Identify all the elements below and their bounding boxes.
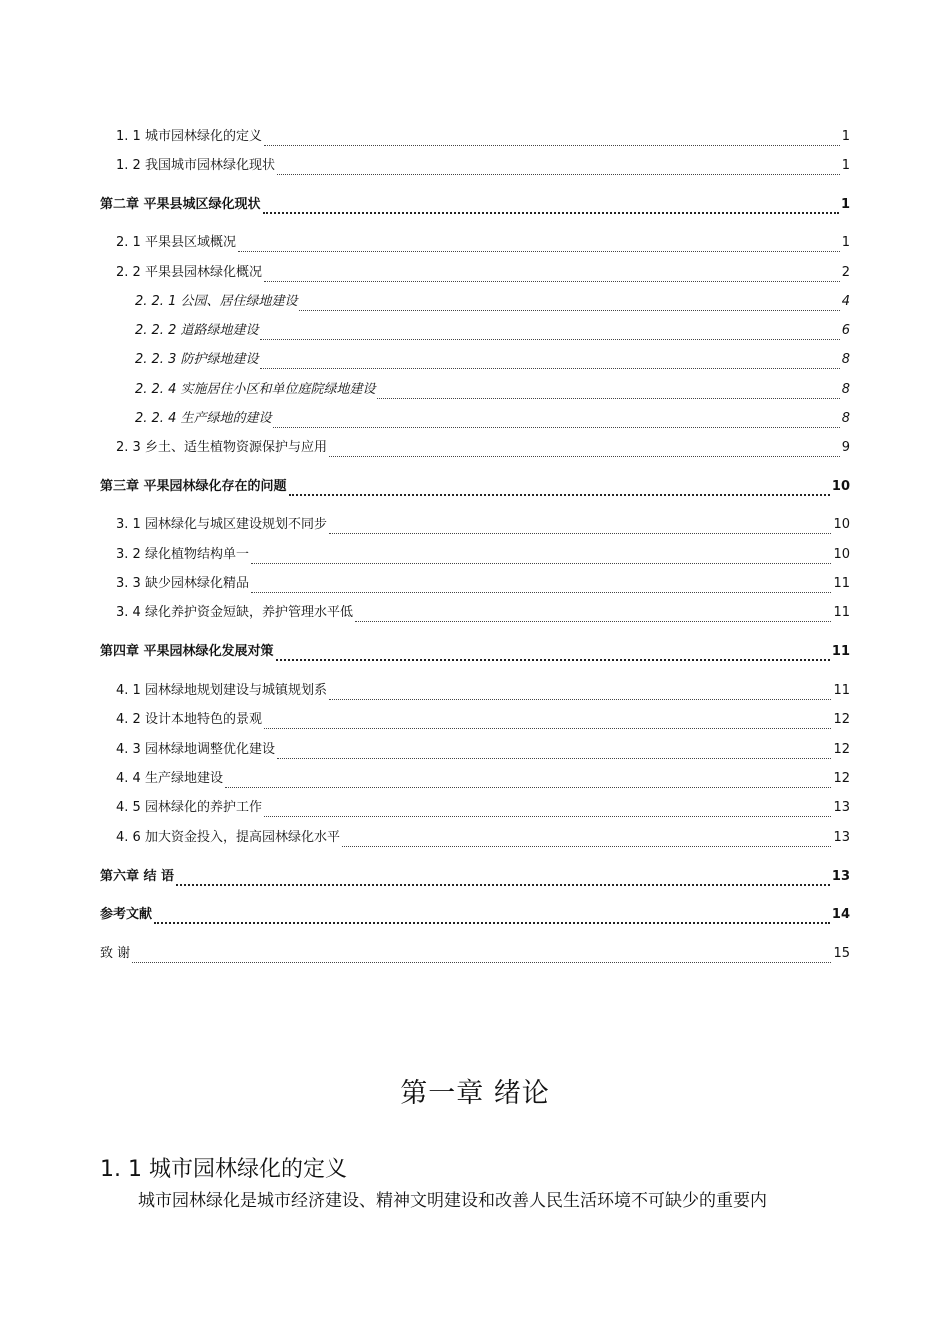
toc-page-number: 6 [841, 323, 850, 338]
toc-chapter-entry[interactable] [100, 643, 850, 661]
toc-page-number: 12 [833, 771, 850, 786]
toc-entry-title: 2. 2. 2 道路绿地建设 [135, 323, 259, 338]
toc-page-number: 12 [833, 742, 850, 757]
toc-entry-title: 参考文献 [100, 907, 153, 922]
toc-entry-title: 4. 4 生产绿地建设 [116, 771, 223, 786]
toc-dot-leader [277, 744, 832, 759]
toc-entry[interactable] [116, 546, 850, 564]
toc-dot-leader [260, 325, 839, 340]
toc-dot-leader [238, 237, 840, 252]
toc-page-number: 1 [841, 158, 850, 173]
toc-entry-title: 2. 2. 3 防护绿地建设 [135, 352, 259, 367]
toc-entry[interactable] [116, 799, 850, 817]
toc-page-number: 13 [831, 869, 850, 884]
toc-dot-leader [154, 908, 830, 924]
section-title: 1. 1 城市园林绿化的定义 [100, 1157, 347, 1182]
toc-dot-leader [225, 773, 832, 788]
toc-page-number: 1 [841, 235, 850, 250]
toc-chapter-entry[interactable] [100, 196, 850, 214]
toc-entry-title: 4. 1 园林绿地规划建设与城镇规划系 [116, 683, 327, 698]
chapter-title: 第一章 绪论 [400, 1078, 550, 1109]
toc-entry-title: 2. 2. 1 公园、居住绿地建设 [135, 294, 298, 309]
toc-dot-leader [342, 832, 832, 847]
toc-chapter-entry[interactable] [100, 868, 850, 886]
toc-entry-title: 4. 2 设计本地特色的景观 [116, 712, 262, 727]
toc-dot-leader [132, 948, 831, 963]
toc-entry-title: 第四章 平果园林绿化发展对策 [100, 644, 274, 659]
toc-entry-title: 1. 2 我国城市园林绿化现状 [116, 158, 275, 173]
toc-entry-title: 第六章 结 语 [100, 869, 175, 884]
toc-chapter-entry[interactable] [100, 906, 850, 924]
toc-chapter-entry[interactable] [100, 478, 850, 496]
toc-dot-leader [176, 870, 830, 886]
toc-dot-leader [289, 480, 830, 496]
toc-entry-title: 4. 6 加大资金投入，提高园林绿化水平 [116, 830, 340, 845]
toc-page-number: 1 [841, 129, 850, 144]
toc-entry[interactable] [116, 439, 850, 457]
toc-dot-leader [264, 131, 840, 146]
toc-dot-leader [329, 442, 840, 457]
toc-page-number: 11 [833, 576, 850, 591]
toc-dot-leader [260, 354, 839, 369]
toc-page-number: 8 [841, 352, 850, 367]
toc-entry[interactable] [116, 770, 850, 788]
toc-entry-title: 4. 5 园林绿化的养护工作 [116, 800, 262, 815]
toc-page-number: 14 [831, 907, 850, 922]
toc-entry[interactable] [116, 682, 850, 700]
toc-entry[interactable] [135, 322, 850, 340]
toc-entry[interactable] [116, 264, 850, 282]
toc-page-number: 12 [833, 712, 850, 727]
toc-entry-title: 1. 1 城市园林绿化的定义 [116, 129, 262, 144]
toc-page-number: 13 [833, 800, 850, 815]
toc-page-number: 11 [833, 605, 850, 620]
toc-entry[interactable] [116, 575, 850, 593]
toc-entry[interactable] [135, 381, 850, 399]
toc-entry[interactable] [116, 741, 850, 759]
toc-entry[interactable] [135, 293, 850, 311]
toc-dot-leader [329, 519, 832, 534]
toc-dot-leader [264, 714, 832, 729]
toc-entry-title: 3. 1 园林绿化与城区建设规划不同步 [116, 517, 327, 532]
toc-entry-title: 致 谢 [100, 946, 131, 961]
toc-entry-title: 第二章 平果县城区绿化现状 [100, 197, 261, 212]
toc-entry-title: 4. 3 园林绿地调整优化建设 [116, 742, 275, 757]
toc-page-number: 11 [831, 644, 850, 659]
toc-dot-leader [377, 384, 839, 399]
toc-entry[interactable] [135, 410, 850, 428]
toc-entry[interactable] [116, 234, 850, 252]
toc-entry[interactable] [116, 157, 850, 175]
toc-entry-title: 2. 2. 4 实施居住小区和单位庭院绿地建设 [135, 382, 376, 397]
toc-page-number: 10 [833, 547, 850, 562]
toc-entry-title: 第三章 平果园林绿化存在的问题 [100, 479, 287, 494]
toc-page-number: 11 [833, 683, 850, 698]
toc-entry[interactable] [116, 604, 850, 622]
toc-entry[interactable] [135, 351, 850, 369]
toc-dot-leader [329, 685, 832, 700]
toc-page-number: 10 [831, 479, 850, 494]
toc-dot-leader [299, 296, 839, 311]
toc-entry[interactable] [116, 516, 850, 534]
toc-page-number: 15 [833, 946, 850, 961]
toc-dot-leader [264, 267, 840, 282]
toc-dot-leader [251, 549, 832, 564]
toc-page-number: 1 [840, 197, 850, 212]
toc-page-number: 8 [841, 382, 850, 397]
toc-page-number: 8 [841, 411, 850, 426]
body-paragraph: 城市园林绿化是城市经济建设、精神文明建设和改善人民生活环境不可缺少的重要内 [138, 1191, 767, 1211]
toc-dot-leader [251, 578, 832, 593]
toc-dot-leader [273, 413, 839, 428]
toc-page-number: 10 [833, 517, 850, 532]
toc-dot-leader [277, 160, 840, 175]
toc-dot-leader [263, 198, 839, 214]
toc-dot-leader [276, 645, 830, 661]
toc-dot-leader [264, 802, 832, 817]
toc-entry-title: 3. 3 缺少园林绿化精品 [116, 576, 249, 591]
toc-entry-title: 2. 1 平果县区域概况 [116, 235, 236, 250]
toc-entry-title: 3. 2 绿化植物结构单一 [116, 547, 249, 562]
toc-page-number: 13 [833, 830, 850, 845]
toc-entry-title: 2. 3 乡土、适生植物资源保护与应用 [116, 440, 327, 455]
toc-entry[interactable] [100, 945, 850, 963]
toc-entry[interactable] [116, 829, 850, 847]
toc-entry[interactable] [116, 128, 850, 146]
toc-entry-title: 3. 4 绿化养护资金短缺，养护管理水平低 [116, 605, 353, 620]
toc-page-number: 2 [841, 265, 850, 280]
toc-entry[interactable] [116, 711, 850, 729]
toc-entry-title: 2. 2 平果县园林绿化概况 [116, 265, 262, 280]
toc-page-number: 4 [841, 294, 850, 309]
toc-entry-title: 2. 2. 4 生产绿地的建设 [135, 411, 272, 426]
toc-page-number: 9 [841, 440, 850, 455]
toc-dot-leader [355, 607, 832, 622]
